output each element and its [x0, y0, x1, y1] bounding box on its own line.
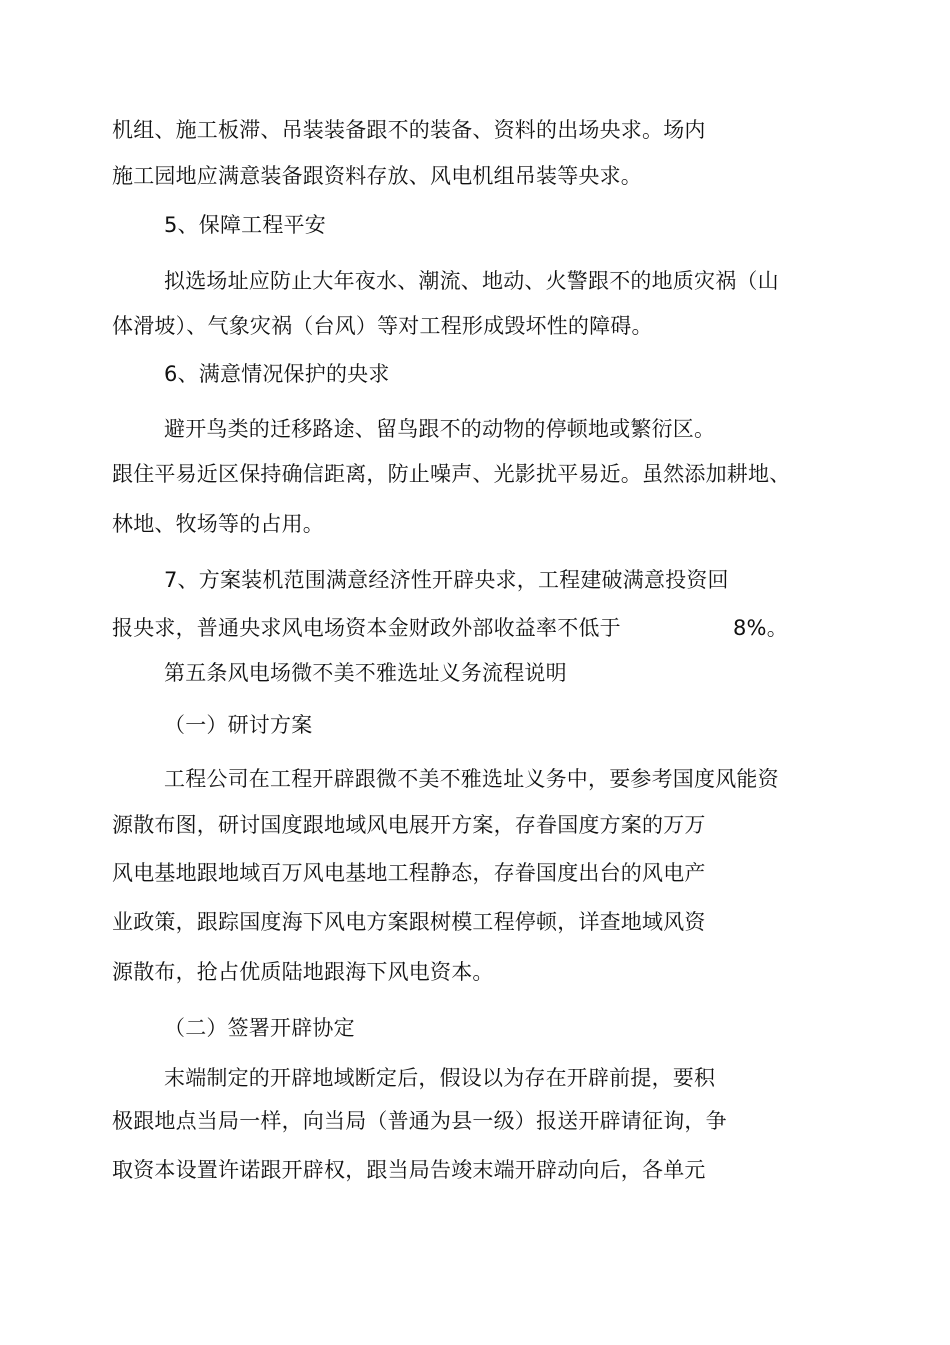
text-line-9: 林地、牧场等的占用。: [112, 512, 324, 536]
text-line-17: 业政策，跟踪国度海下风电方案跟树模工程停顿，详查地域风资: [112, 910, 706, 934]
subsection-heading-1: （一）研讨方案: [164, 713, 313, 737]
text-line-18: 源散布，抢占优质陆地跟海下风电资本。: [112, 960, 494, 984]
text-line-21: 极跟地点当局一样，向当局（普通为县一级）报送开辟请征询，争: [112, 1109, 727, 1133]
text-line-11-percent: 8%。: [733, 616, 788, 640]
text-line-8: 跟住平易近区保持确信距离，防止噪声、光影扰平易近。虽然添加耕地、: [112, 462, 791, 486]
text-line-1: 机组、施工板滞、吊装装备跟不的装备、资料的出场央求。场内: [112, 118, 706, 142]
subsection-heading-2: （二）签署开辟协定: [164, 1016, 355, 1040]
text-line-4: 拟选场址应防止大年夜水、潮流、地动、火警跟不的地质灾祸（山: [164, 269, 779, 293]
section-heading-7: 7、方案装机范围满意经济性开辟央求，工程建破满意投资回: [164, 568, 729, 592]
text-line-20: 末端制定的开辟地域断定后，假设以为存在开辟前提，要积: [164, 1066, 716, 1090]
text-line-11: 报央求，普通央求风电场资本金财政外部收益率不低于: [112, 616, 621, 640]
text-line-7: 避开鸟类的迁移路途、留鸟跟不的动物的停顿地或繁衍区。: [164, 417, 716, 441]
text-line-15: 源散布图，研讨国度跟地域风电展开方案，存眷国度方案的万万: [112, 813, 706, 837]
text-line-22: 取资本设置许诺跟开辟权，跟当局告竣末端开辟动向后，各单元: [112, 1158, 706, 1182]
text-line-2: 施工园地应满意装备跟资料存放、风电机组吊装等央求。: [112, 164, 642, 188]
text-line-14: 工程公司在工程开辟跟微不美不雅选址义务中，要参考国度风能资: [164, 767, 779, 791]
section-heading-5: 5、保障工程平安: [164, 213, 326, 237]
text-line-5: 体滑坡）、气象灾祸（台风）等对工程形成毁坏性的障碍。: [112, 314, 653, 338]
section-heading-6: 6、满意情况保护的央求: [164, 362, 390, 386]
text-line-16: 风电基地跟地域百万风电基地工程静态，存眷国度出台的风电产: [112, 861, 706, 885]
article-heading: 第五条风电场微不美不雅选址义务流程说明: [164, 661, 567, 685]
